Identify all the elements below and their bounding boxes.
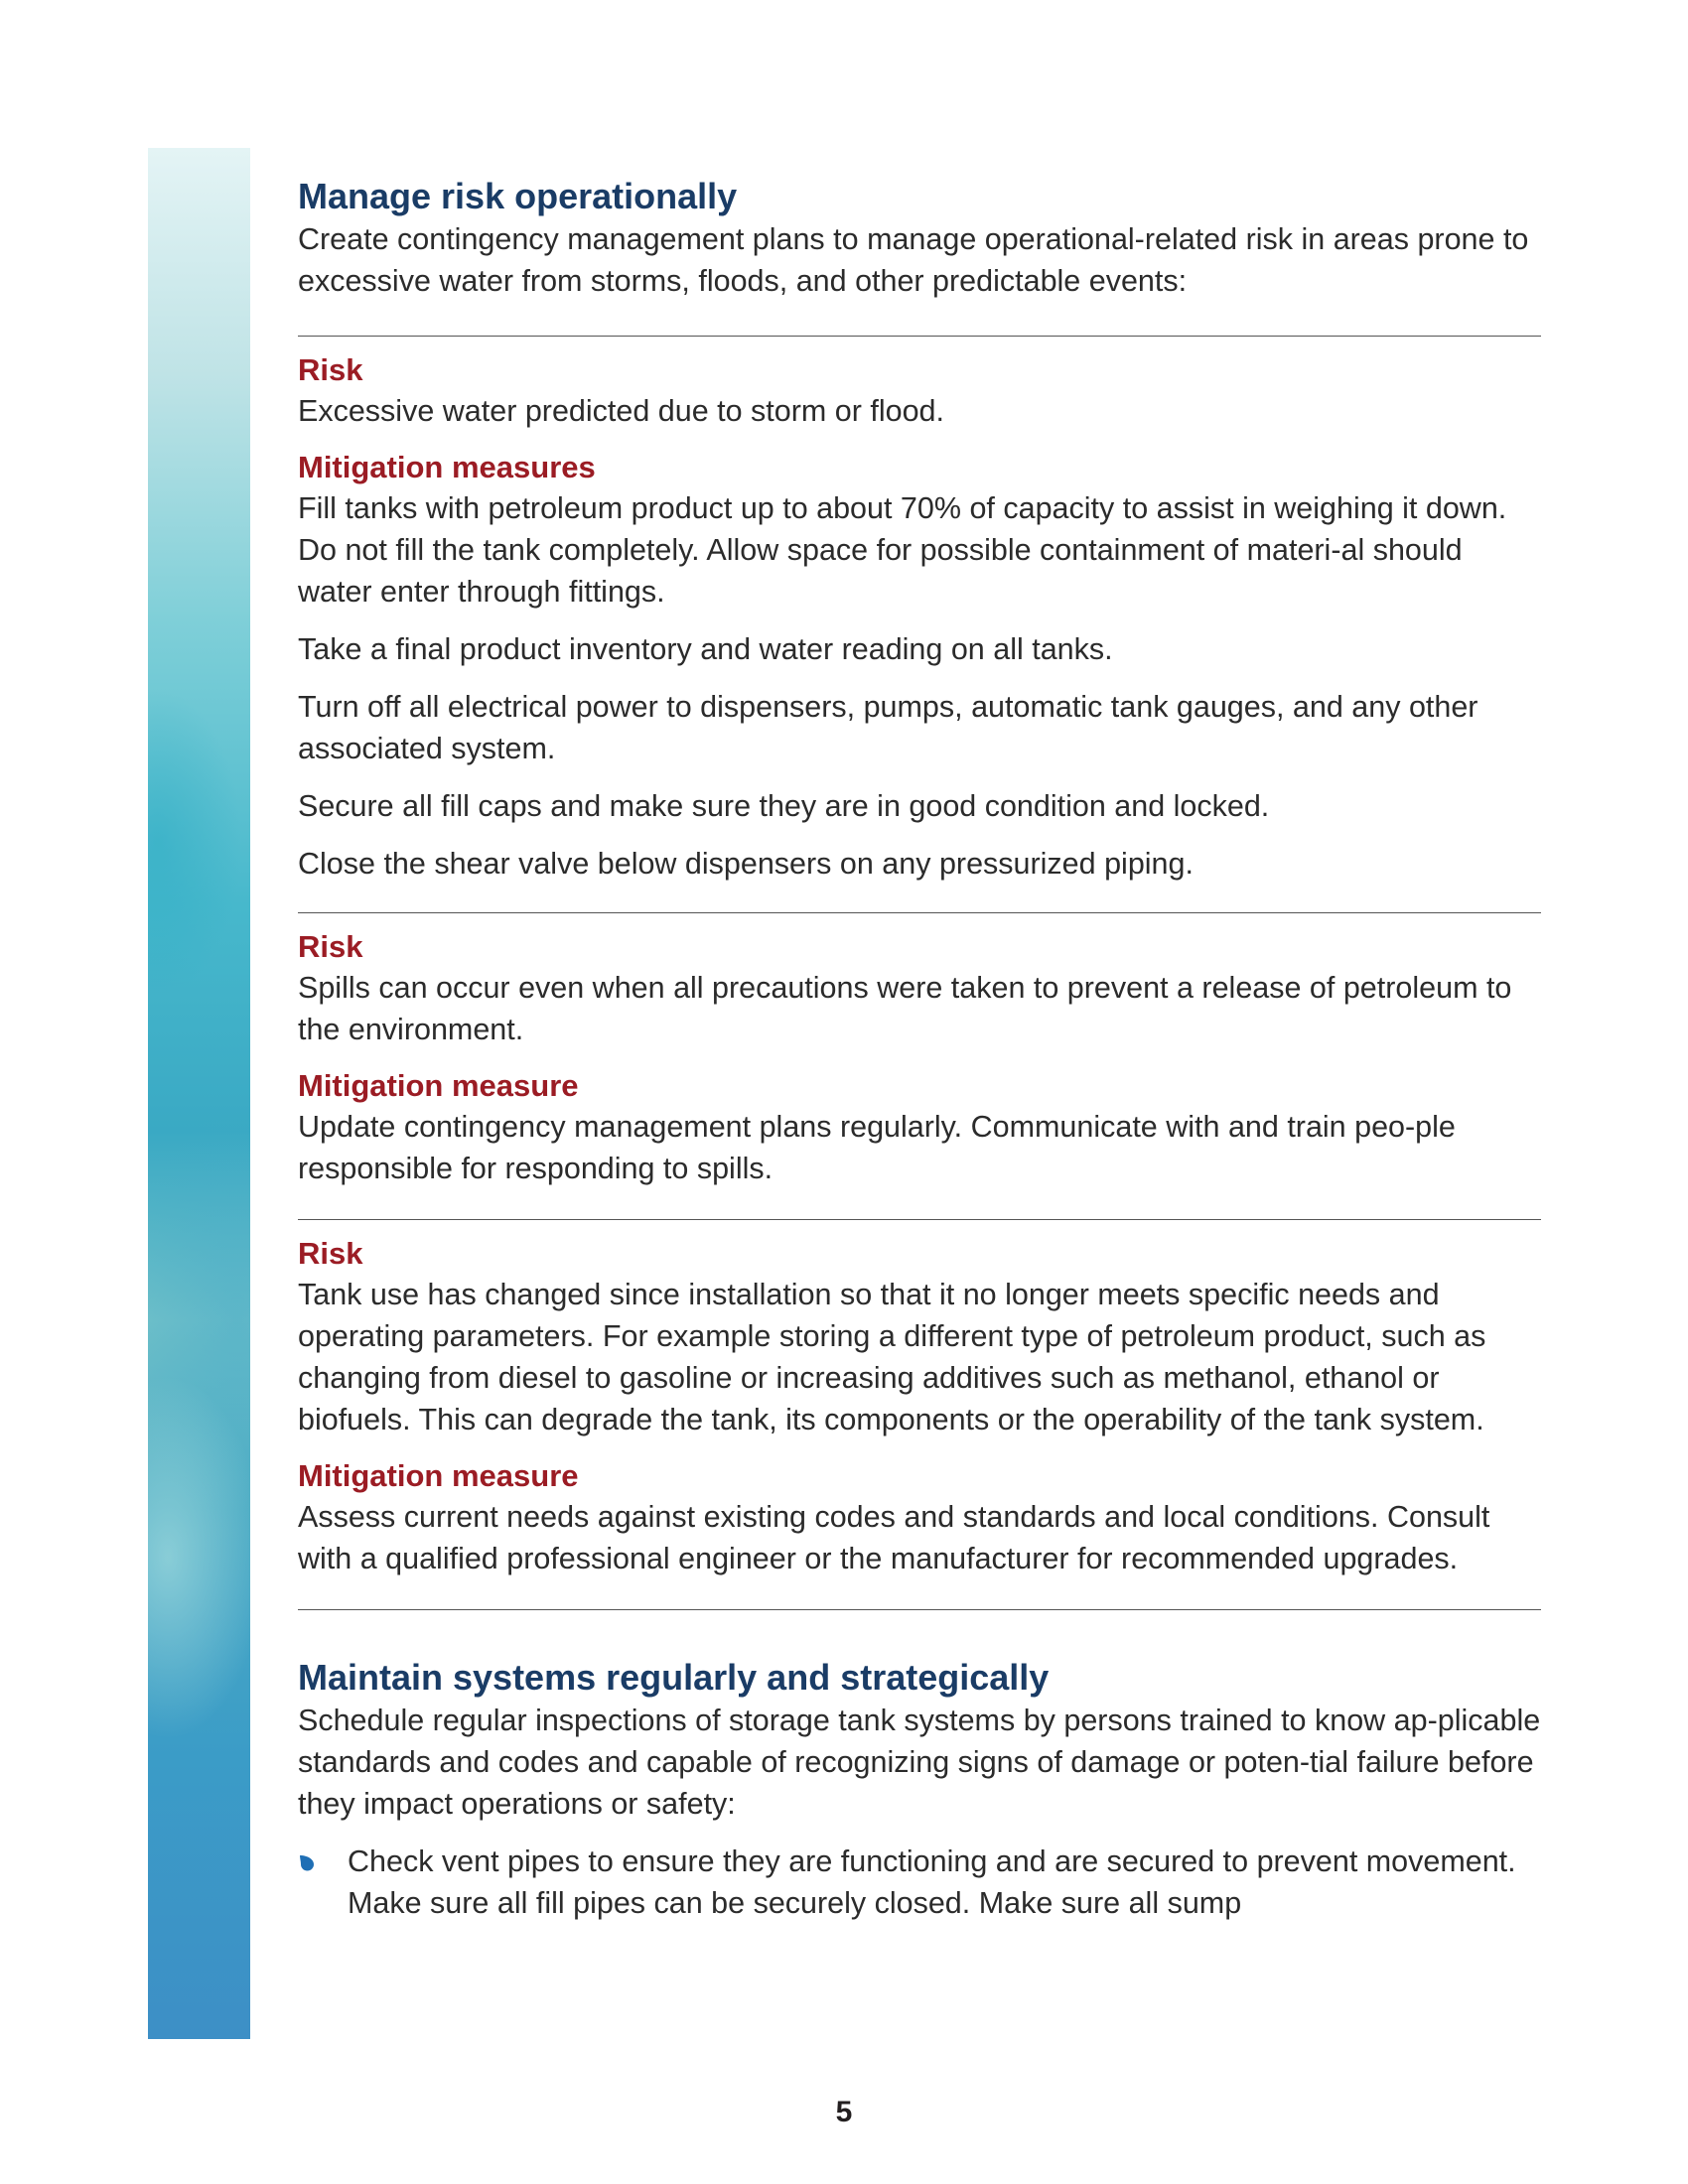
mitigation-measure: Update contingency management plans regularly. Communicate with and train peo-ple responsible for responding to spills. (298, 1110, 1456, 1185)
mitigation-measure: Take a final product inventory and water reading on all tanks. (298, 632, 1113, 666)
mitigation-label: Mitigation measure (298, 1068, 579, 1103)
list-item (298, 1841, 1541, 1924)
risk-text: Tank use has changed since installation so that it no longer meets specific needs and operating parameters. For example storing a different type of petroleum product, such as changing from diesel to gasoline or increasing additives such as methanol, ethanol or biofuels. This can degrade the tank, its components or the operability of the tank system. (298, 1278, 1486, 1436)
risk-label: Risk (298, 352, 363, 387)
mitigation-measure: Close the shear valve below dispensers on any pressurized piping. (298, 847, 1194, 881)
mitigation-label: Mitigation measure (298, 1458, 579, 1493)
section-title-manage-risk: Manage risk operationally (298, 176, 738, 216)
mitigation-measure: Secure all fill caps and make sure they are in good condition and locked. (298, 789, 1270, 823)
section-intro-maintain-systems: Schedule regular inspections of storage tank systems by persons trained to know ap-plicable standards and codes and capable of recognizing signs of damage or poten-tial failure before they impact operations or safety: (298, 1704, 1541, 1821)
water-drop-bullet-icon (298, 1853, 316, 1871)
risk-label: Risk (298, 929, 363, 964)
risk-text: Excessive water predicted due to storm or flood. (298, 394, 944, 428)
risk-text: Spills can occur even when all precautions were taken to prevent a release of petroleum to the environment. (298, 971, 1512, 1046)
mitigation-label: Mitigation measures (298, 450, 596, 484)
page-number: 5 (835, 2096, 853, 2128)
mitigation-measure: Fill tanks with petroleum product up to about 70% of capacity to assist in weighing it down. Do not fill the tank completely. Allow space for possible containment of materi-al should water enter through fittings. (298, 491, 1507, 609)
risk-label: Risk (298, 1236, 363, 1271)
section-title-maintain-systems: Maintain systems regularly and strategically (298, 1657, 1050, 1698)
decorative-side-band (148, 148, 250, 2039)
page-content (298, 175, 1541, 1924)
bullet-text: Check vent pipes to ensure they are functioning and are secured to prevent movement. Make sure all fill pipes can be securely closed. Make sure all sump (348, 1844, 1516, 1920)
mitigation-measure: Assess current needs against existing codes and standards and local conditions. Consult with a qualified professional engineer or the manufacturer for recommended upgrades. (298, 1500, 1490, 1575)
mitigation-measure: Turn off all electrical power to dispensers, pumps, automatic tank gauges, and any other associated system. (298, 690, 1478, 765)
section-intro-manage-risk: Create contingency management plans to manage operational-related risk in areas prone to excessive water from storms, floods, and other predictable events: (298, 222, 1529, 298)
